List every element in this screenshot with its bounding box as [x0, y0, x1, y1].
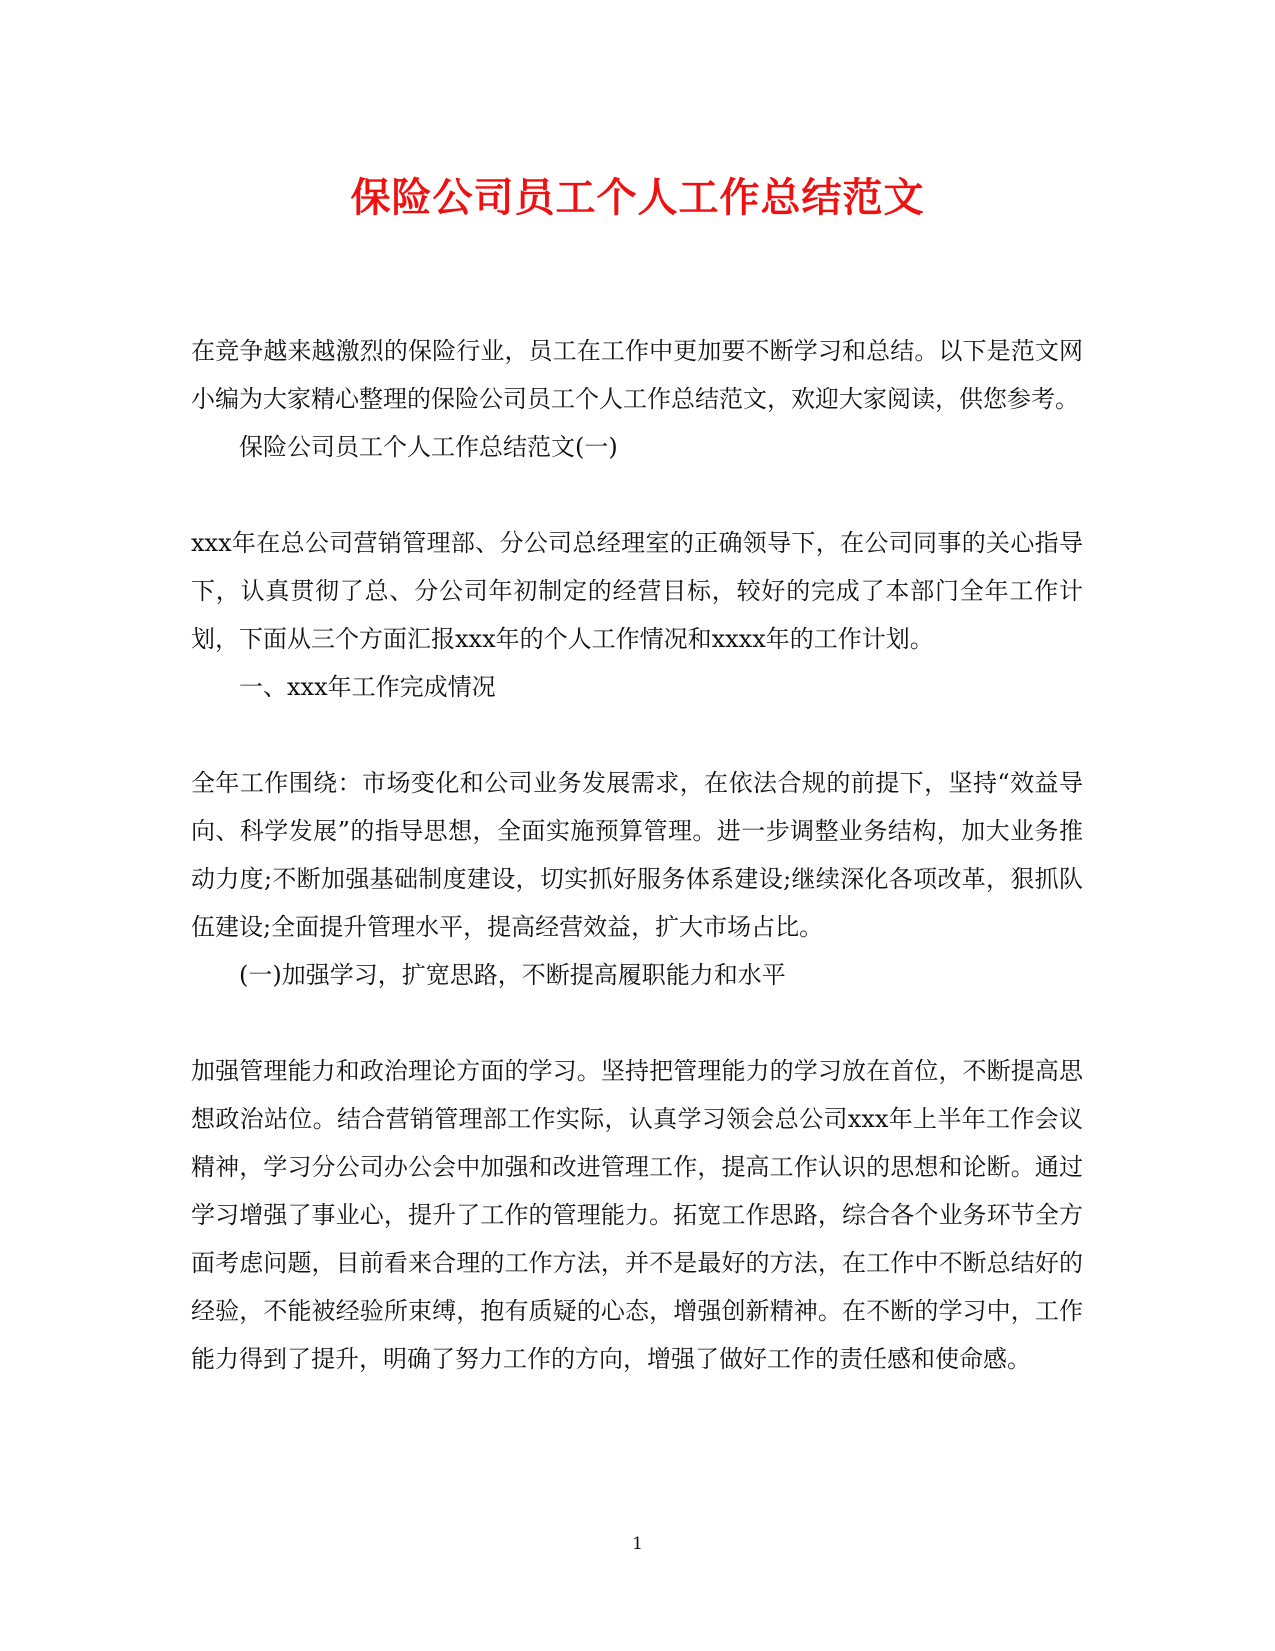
page-number: 1: [632, 1534, 643, 1554]
learning-paragraph: 加强管理能力和政治理论方面的学习。坚持把管理能力的学习放在首位，不断提高思想政治站位。结合营销管理部工作实际，认真学习领会总公司xxx年上半年工作会议精神，学习分公司办公会中加强和改进管理工作，提高工作认识的思想和论断。通过学习增强了事业心，提升了工作的管理能力。拓宽工作思路，综合各个业务环节全方面考虑问题，目前看来合理的工作方法，并不是最好的方法，在工作中不断总结好的经验，不能被经验所束缚，抱有质疑的心态，增强创新精神。在不断的学习中，工作能力得到了提升，明确了努力工作的方向，增强了做好工作的责任感和使命感。: [191, 1057, 1083, 1373]
work-overview-paragraph: 全年工作围绕：市场变化和公司业务发展需求，在依法合规的前提下，坚持“效益导向、科学发展”的指导思想，全面实施预算管理。进一步调整业务结构，加大业务推动力度;不断加强基础制度建设，切实抓好服务体系建设;继续深化各项改革，狠抓队伍建设;全面提升管理水平，提高经营效益，扩大市场占比。: [191, 769, 1083, 941]
section-heading-sample-one: 保险公司员工个人工作总结范文(一): [239, 433, 618, 461]
document-body: [191, 327, 1083, 1383]
document-title: 保险公司员工个人工作总结范文: [350, 174, 925, 221]
section-heading-work-completion: 一、xxx年工作完成情况: [239, 673, 496, 701]
intro-paragraph: 在竞争越来越激烈的保险行业，员工在工作中更加要不断学习和总结。以下是范文网小编为大家精心整理的保险公司员工个人工作总结范文，欢迎大家阅读，供您参考。: [191, 337, 1083, 413]
opening-paragraph: xxx年在总公司营销管理部、分公司总经理室的正确领导下，在公司同事的关心指导下，认真贯彻了总、分公司年初制定的经营目标，较好的完成了本部门全年工作计划，下面从三个方面汇报xxx年的个人工作情况和xxxx年的工作计划。: [191, 529, 1083, 653]
subsection-heading-learning: (一)加强学习，扩宽思路，不断提高履职能力和水平: [239, 961, 786, 989]
